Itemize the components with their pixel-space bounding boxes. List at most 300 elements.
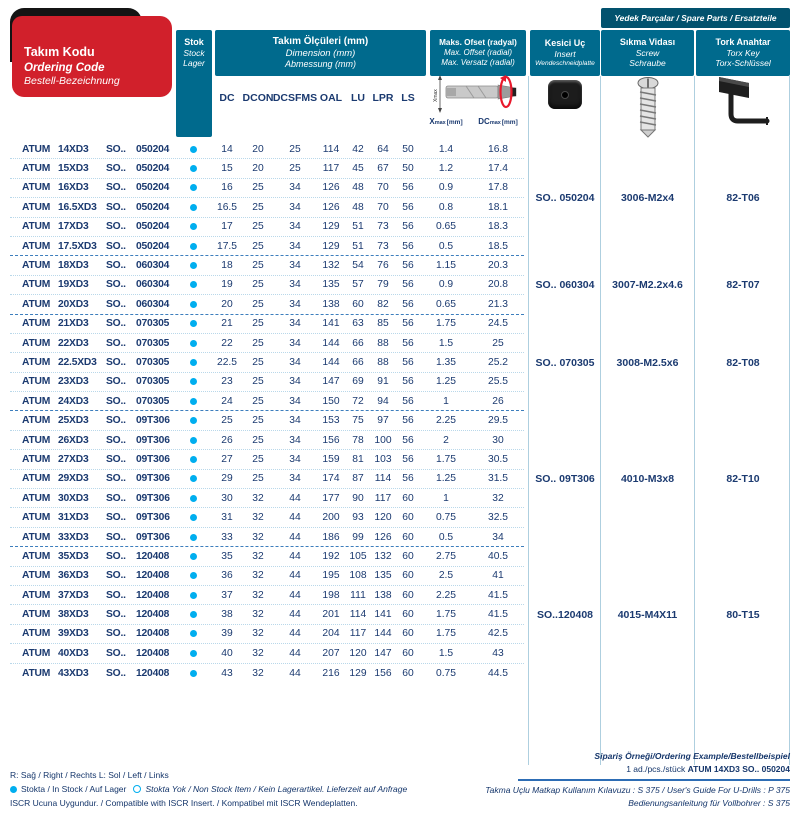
cell-ls: 56 — [402, 318, 414, 330]
ordering-code-part: 15XD3 — [58, 163, 89, 175]
ordering-code-part: 18XD3 — [58, 260, 89, 272]
cell-dcsfms: 34 — [289, 376, 301, 388]
ordering-code-part: ATUM — [22, 356, 51, 368]
cell-lu: 48 — [352, 182, 364, 194]
cell-dcmax: 44.5 — [487, 667, 509, 679]
cell-dcmax: 32.5 — [487, 512, 509, 524]
ordering-code-part: 050204 — [136, 163, 170, 175]
cell-dcsfms: 34 — [289, 201, 301, 213]
cell-lu: 75 — [352, 415, 364, 427]
ordering-code — [10, 450, 174, 468]
dimensions-header-de: Abmessung (mm) — [284, 59, 356, 70]
cell-xmax: 1.35 — [435, 356, 457, 368]
ordering-code-part: ATUM — [22, 337, 51, 349]
stock-indicator — [174, 431, 212, 449]
cell-dcon: 25 — [252, 395, 264, 407]
cell-xmax: 1.15 — [435, 260, 457, 272]
cell-xmax: 0.65 — [435, 221, 457, 233]
cell-dc: 14 — [221, 143, 233, 155]
ordering-code — [10, 315, 174, 333]
ordering-code-part: SO.. — [106, 182, 126, 194]
table-row — [10, 315, 524, 334]
in-stock-dot-icon — [190, 534, 197, 541]
ordering-code-part: SO.. — [106, 298, 126, 310]
cell-xmax: 1.25 — [435, 376, 457, 388]
table-row — [10, 256, 524, 275]
cell-dcon: 25 — [252, 260, 264, 272]
stock-indicator — [174, 625, 212, 643]
footer-left — [10, 768, 407, 810]
cell-dcon: 32 — [252, 570, 264, 582]
screw-part-number: 4010-M3x8 — [620, 473, 675, 486]
cell-dc: 25 — [221, 415, 233, 427]
stock-indicator — [174, 644, 212, 662]
cell-lu: 105 — [349, 550, 367, 562]
cell-lu: 48 — [352, 201, 364, 213]
ordering-code-part: ATUM — [22, 492, 51, 504]
cell-dcmax: 24.5 — [487, 318, 509, 330]
torx-key-icon-wrap — [696, 74, 790, 132]
cell-oal: 216 — [322, 667, 340, 679]
ordering-code-part: SO.. — [106, 318, 126, 330]
cell-xmax: 1.25 — [435, 473, 457, 485]
cell-lu: 69 — [352, 376, 364, 388]
table-row — [10, 140, 524, 159]
cell-dcmax: 18.5 — [487, 240, 509, 252]
cell-xmax: 1.4 — [438, 143, 454, 155]
ordering-code-part: ATUM — [22, 667, 51, 679]
in-stock-dot-icon — [190, 650, 197, 657]
cell-xmax: 1.75 — [435, 318, 457, 330]
ordering-code-part: 050204 — [136, 240, 170, 252]
cell-ls: 60 — [402, 570, 414, 582]
cell-xmax: 1 — [443, 492, 449, 504]
cell-dcon: 32 — [252, 609, 264, 621]
cell-xmax: 0.75 — [435, 512, 457, 524]
ordering-code-part: ATUM — [22, 473, 51, 485]
cell-dcon: 25 — [252, 337, 264, 349]
cell-dc: 20 — [221, 298, 233, 310]
table-row — [10, 295, 524, 314]
cell-lpr: 79 — [377, 279, 389, 291]
cell-oal: 150 — [322, 395, 340, 407]
rl-legend: R: Sağ / Right / Rechts L: Sol / Left / Links — [10, 770, 169, 780]
col-header-dc: DC — [219, 92, 235, 104]
cell-ls: 60 — [402, 628, 414, 640]
ordering-code-part: 26XD3 — [58, 434, 89, 446]
in-stock-dot-icon — [190, 670, 197, 677]
ordering-code-part: 09T306 — [136, 434, 170, 446]
stock-indicator — [174, 334, 212, 352]
in-stock-dot-icon — [190, 301, 197, 308]
screw-part-number: 3006-M2x4 — [620, 192, 675, 205]
cell-ls: 56 — [402, 221, 414, 233]
table-row — [10, 625, 524, 644]
table-row — [10, 528, 524, 547]
ordering-code-part: ATUM — [22, 279, 51, 291]
in-stock-dot-icon — [190, 243, 197, 250]
cell-dc: 33 — [221, 531, 233, 543]
cell-dcsfms: 34 — [289, 356, 301, 368]
stock-indicator — [174, 411, 212, 429]
ordering-code-part: 070305 — [136, 356, 170, 368]
cell-xmax: 2.5 — [438, 570, 454, 582]
ordering-code-part: ATUM — [22, 395, 51, 407]
ordering-code-part: 23XD3 — [58, 376, 89, 388]
ordering-code — [10, 664, 174, 683]
dcmax-column-label — [472, 117, 524, 126]
cell-oal: 204 — [322, 628, 340, 640]
ordering-code — [10, 237, 174, 255]
ordering-code-part: 16XD3 — [58, 182, 89, 194]
cell-oal: 144 — [322, 337, 340, 349]
cell-lu: 51 — [352, 221, 364, 233]
ordering-code-part: ATUM — [22, 221, 51, 233]
cell-lu: 66 — [352, 356, 364, 368]
ordering-code-part: SO.. — [106, 609, 126, 621]
ordering-code — [10, 644, 174, 662]
in-stock-label: Stokta / In Stock / Auf Lager — [21, 784, 127, 794]
cell-lpr: 82 — [377, 298, 389, 310]
cell-oal: 144 — [322, 356, 340, 368]
ordering-code-part: 09T306 — [136, 492, 170, 504]
cell-lu: 120 — [349, 647, 367, 659]
cell-dcsfms: 44 — [289, 609, 301, 621]
cell-oal: 156 — [322, 434, 340, 446]
table-row — [10, 547, 524, 566]
non-stock-label: Stokta Yok / Non Stock Item / Kein Lagerartikel. Lieferzeit auf Anfrage — [145, 784, 408, 794]
ordering-code-part: 19XD3 — [58, 279, 89, 291]
cell-dcon: 25 — [252, 415, 264, 427]
cell-dcon: 32 — [252, 531, 264, 543]
insert-header-en: Insert — [554, 49, 576, 60]
cell-lpr: 141 — [374, 609, 392, 621]
stock-indicator — [174, 218, 212, 236]
cell-dcon: 25 — [252, 279, 264, 291]
table-row — [10, 159, 524, 178]
cell-xmax: 0.9 — [438, 182, 454, 194]
cell-dcsfms: 25 — [289, 163, 301, 175]
cell-dcmax: 30 — [492, 434, 504, 446]
screw-header-en: Screw — [635, 48, 660, 59]
ordering-code-part: SO.. — [106, 143, 126, 155]
ordering-code-part: 30XD3 — [58, 492, 89, 504]
xmax-base: X — [429, 117, 435, 126]
ordering-code — [10, 567, 174, 585]
insert-icon — [548, 80, 582, 109]
ordering-code-part: ATUM — [22, 453, 51, 465]
cell-ls: 56 — [402, 201, 414, 213]
cell-dcmax: 18.1 — [487, 201, 509, 213]
cell-lpr: 76 — [377, 260, 389, 272]
ordering-code-part: 43XD3 — [58, 667, 89, 679]
cell-dcsfms: 34 — [289, 298, 301, 310]
drill-offset-diagram — [432, 72, 524, 116]
table-row — [10, 392, 524, 411]
cell-lpr: 138 — [374, 589, 392, 601]
table-row — [10, 179, 524, 198]
offset-header-en: Max. Offset (radial) — [443, 48, 512, 58]
cell-dc: 15 — [221, 163, 233, 175]
screw-header-tr: Sıkma Vidası — [619, 37, 676, 48]
stock-indicator — [174, 256, 212, 274]
in-stock-dot-icon — [190, 340, 197, 347]
table-row — [10, 334, 524, 353]
cell-ls: 60 — [402, 589, 414, 601]
column-divider — [694, 76, 695, 765]
stock-indicator — [174, 508, 212, 526]
in-stock-dot-icon — [190, 417, 197, 424]
cell-dcsfms: 44 — [289, 647, 301, 659]
cell-dcsfms: 34 — [289, 415, 301, 427]
cell-lu: 129 — [349, 667, 367, 679]
col-header-lpr: LPR — [372, 92, 394, 104]
cell-dc: 31 — [221, 512, 233, 524]
stock-indicator — [174, 295, 212, 313]
cell-dcon: 20 — [252, 143, 264, 155]
cell-xmax: 1 — [443, 395, 449, 407]
ordering-code-part: 120408 — [136, 570, 170, 582]
ordering-code-part: SO.. — [106, 492, 126, 504]
dcmax-base: DC — [478, 117, 490, 126]
cell-xmax: 2.75 — [435, 550, 457, 562]
ordering-code-part: 20XD3 — [58, 298, 89, 310]
torx-part-number: 82-T06 — [726, 192, 760, 205]
ordering-code-part: ATUM — [22, 531, 51, 543]
cell-oal: 207 — [322, 647, 340, 659]
cell-ls: 56 — [402, 182, 414, 194]
ordering-code-part: 120408 — [136, 628, 170, 640]
cell-ls: 60 — [402, 609, 414, 621]
ordering-code-part: 120408 — [136, 550, 170, 562]
cell-dc: 17.5 — [216, 240, 238, 252]
ordering-code-part: 09T306 — [136, 512, 170, 524]
cell-dcon: 25 — [252, 182, 264, 194]
ordering-code-part: ATUM — [22, 240, 51, 252]
cell-ls: 60 — [402, 647, 414, 659]
cell-dcsfms: 34 — [289, 434, 301, 446]
in-stock-dot-icon — [190, 281, 197, 288]
product-table — [10, 140, 524, 683]
user-guide-note-de: Bedienungsanleitung für Vollbohrer : S 375 — [628, 797, 790, 808]
stock-indicator — [174, 586, 212, 604]
cell-dcmax: 29.5 — [487, 415, 509, 427]
cell-dc: 35 — [221, 550, 233, 562]
in-stock-dot-icon — [190, 204, 197, 211]
stock-indicator — [174, 315, 212, 333]
spare-parts-header: Yedek Parçalar / Spare Parts / Ersatzteile — [601, 8, 790, 28]
cell-xmax: 0.5 — [438, 240, 454, 252]
ordering-code-part: 070305 — [136, 395, 170, 407]
cell-dc: 27 — [221, 453, 233, 465]
cell-dc: 40 — [221, 647, 233, 659]
cell-dc: 16.5 — [216, 201, 238, 213]
cell-dc: 18 — [221, 260, 233, 272]
ordering-code-part: 39XD3 — [58, 628, 89, 640]
cell-dcmax: 25.2 — [487, 356, 509, 368]
non-stock-dot-icon — [133, 785, 141, 793]
cell-oal: 141 — [322, 318, 340, 330]
ordering-code-part: ATUM — [22, 550, 51, 562]
cell-lu: 99 — [352, 531, 364, 543]
dcmax-unit: [mm] — [501, 119, 518, 126]
stock-indicator — [174, 276, 212, 294]
cell-dcmax: 41 — [492, 570, 504, 582]
ordering-code-part: SO.. — [106, 279, 126, 291]
table-row — [10, 198, 524, 217]
cell-dcon: 25 — [252, 473, 264, 485]
ordering-code-part: 050204 — [136, 182, 170, 194]
cell-ls: 60 — [402, 550, 414, 562]
ordering-code — [10, 508, 174, 526]
cell-lpr: 147 — [374, 647, 392, 659]
cell-dcsfms: 34 — [289, 182, 301, 194]
cell-dc: 17 — [221, 221, 233, 233]
ordering-code — [10, 605, 174, 623]
cell-ls: 60 — [402, 512, 414, 524]
iscr-note: ISCR Ucuna Uygundur. / Compatible with ISCR Insert. / Kompatibel mit ISCR Wendeplatten. — [10, 798, 358, 808]
ordering-code-part: 070305 — [136, 318, 170, 330]
torx-column-header — [696, 30, 790, 76]
cell-lu: 57 — [352, 279, 364, 291]
cell-oal: 117 — [322, 163, 340, 175]
torx-part-number: 82-T07 — [726, 279, 760, 292]
col-header-ls: LS — [401, 92, 415, 104]
cell-lpr: 88 — [377, 356, 389, 368]
offset-header-tr: Maks. Ofset (radyal) — [439, 38, 517, 48]
torx-part-number: 80-T15 — [726, 609, 760, 622]
ordering-code-part: ATUM — [22, 201, 51, 213]
ordering-code — [10, 140, 174, 158]
ordering-code-part: SO.. — [106, 570, 126, 582]
cell-dc: 23 — [221, 376, 233, 388]
in-stock-dot-icon — [190, 553, 197, 560]
cell-oal: 114 — [322, 143, 340, 155]
insert-code: SO..120408 — [536, 609, 594, 622]
cell-dcsfms: 44 — [289, 531, 301, 543]
cell-ls: 60 — [402, 531, 414, 543]
cell-lpr: 114 — [374, 473, 392, 485]
cell-lpr: 85 — [377, 318, 389, 330]
ordering-code — [10, 198, 174, 216]
ordering-code — [10, 392, 174, 410]
in-stock-dot-icon — [190, 437, 197, 444]
cell-lpr: 117 — [374, 492, 392, 504]
ordering-code-part: SO.. — [106, 550, 126, 562]
table-row — [10, 450, 524, 469]
stock-indicator — [174, 605, 212, 623]
stock-header-en: Stock — [183, 47, 205, 58]
dimensions-header-tr: Takım Ölçüleri (mm) — [272, 35, 369, 47]
ordering-code-part: 120408 — [136, 609, 170, 621]
ordering-code — [10, 547, 174, 565]
cell-lpr: 64 — [377, 143, 389, 155]
torx-column — [696, 140, 790, 683]
ordering-code-part: ATUM — [22, 318, 51, 330]
cell-dcsfms: 34 — [289, 221, 301, 233]
cell-dcsfms: 34 — [289, 453, 301, 465]
cell-dcmax: 21.3 — [487, 298, 509, 310]
cell-dcsfms: 44 — [289, 628, 301, 640]
cell-dcsfms: 34 — [289, 279, 301, 291]
cell-dcon: 20 — [252, 163, 264, 175]
cell-dcsfms: 34 — [289, 240, 301, 252]
cell-dcon: 32 — [252, 628, 264, 640]
cell-dc: 19 — [221, 279, 233, 291]
cell-dc: 16 — [221, 182, 233, 194]
torx-part-number: 82-T10 — [726, 473, 760, 486]
stock-indicator — [174, 392, 212, 410]
cell-lpr: 73 — [377, 221, 389, 233]
ordering-code-part: 120408 — [136, 647, 170, 659]
ordering-code-part: 29XD3 — [58, 473, 89, 485]
ordering-code-title-de: Bestell-Bezeichnung — [24, 74, 120, 87]
offset-column-header — [430, 30, 526, 76]
in-stock-dot-icon — [190, 146, 197, 153]
offset-header-de: Max. Versatz (radial) — [441, 58, 515, 67]
cell-lpr: 70 — [377, 201, 389, 213]
ordering-code-part: ATUM — [22, 609, 51, 621]
stock-indicator — [174, 198, 212, 216]
table-row — [10, 586, 524, 605]
cell-xmax: 0.75 — [435, 667, 457, 679]
cell-dc: 22 — [221, 337, 233, 349]
cell-oal: 200 — [322, 512, 340, 524]
cell-oal: 135 — [322, 279, 340, 291]
in-stock-dot-icon — [190, 262, 197, 269]
ordering-code-part: 060304 — [136, 279, 170, 291]
cell-lu: 54 — [352, 260, 364, 272]
ordering-code-part: 09T306 — [136, 415, 170, 427]
cell-dc: 36 — [221, 570, 233, 582]
cell-lu: 117 — [349, 628, 367, 640]
ordering-code-part: SO.. — [106, 531, 126, 543]
cell-dcsfms: 44 — [289, 589, 301, 601]
in-stock-dot-icon — [190, 572, 197, 579]
cell-lpr: 126 — [374, 531, 392, 543]
cell-dcmax: 30.5 — [487, 453, 509, 465]
table-row — [10, 470, 524, 489]
in-stock-dot-icon — [190, 223, 197, 230]
cell-oal: 186 — [322, 531, 340, 543]
ordering-code-part: 050204 — [136, 201, 170, 213]
cell-oal: 129 — [322, 240, 340, 252]
stock-indicator — [174, 159, 212, 177]
cell-dc: 37 — [221, 589, 233, 601]
stock-column-header — [176, 30, 212, 137]
cell-lu: 66 — [352, 337, 364, 349]
dcmax-sub: max — [489, 120, 501, 126]
ordering-code-part: ATUM — [22, 512, 51, 524]
cell-lpr: 67 — [377, 163, 389, 175]
cell-ls: 60 — [402, 667, 414, 679]
ordering-code-part: 050204 — [136, 143, 170, 155]
cell-oal: 153 — [322, 415, 340, 427]
insert-icon-wrap — [530, 80, 600, 109]
screw-column-header — [601, 30, 694, 76]
ordering-code-part: 14XD3 — [58, 143, 89, 155]
in-stock-dot-icon — [190, 359, 197, 366]
cell-lpr: 156 — [374, 667, 392, 679]
ordering-code — [10, 528, 174, 546]
ordering-code-part: 35XD3 — [58, 550, 89, 562]
cell-dcon: 25 — [252, 201, 264, 213]
ordering-code-part: SO.. — [106, 376, 126, 388]
cell-lu: 78 — [352, 434, 364, 446]
cell-dcmax: 32 — [492, 492, 504, 504]
cell-oal: 195 — [322, 570, 340, 582]
table-row — [10, 489, 524, 508]
